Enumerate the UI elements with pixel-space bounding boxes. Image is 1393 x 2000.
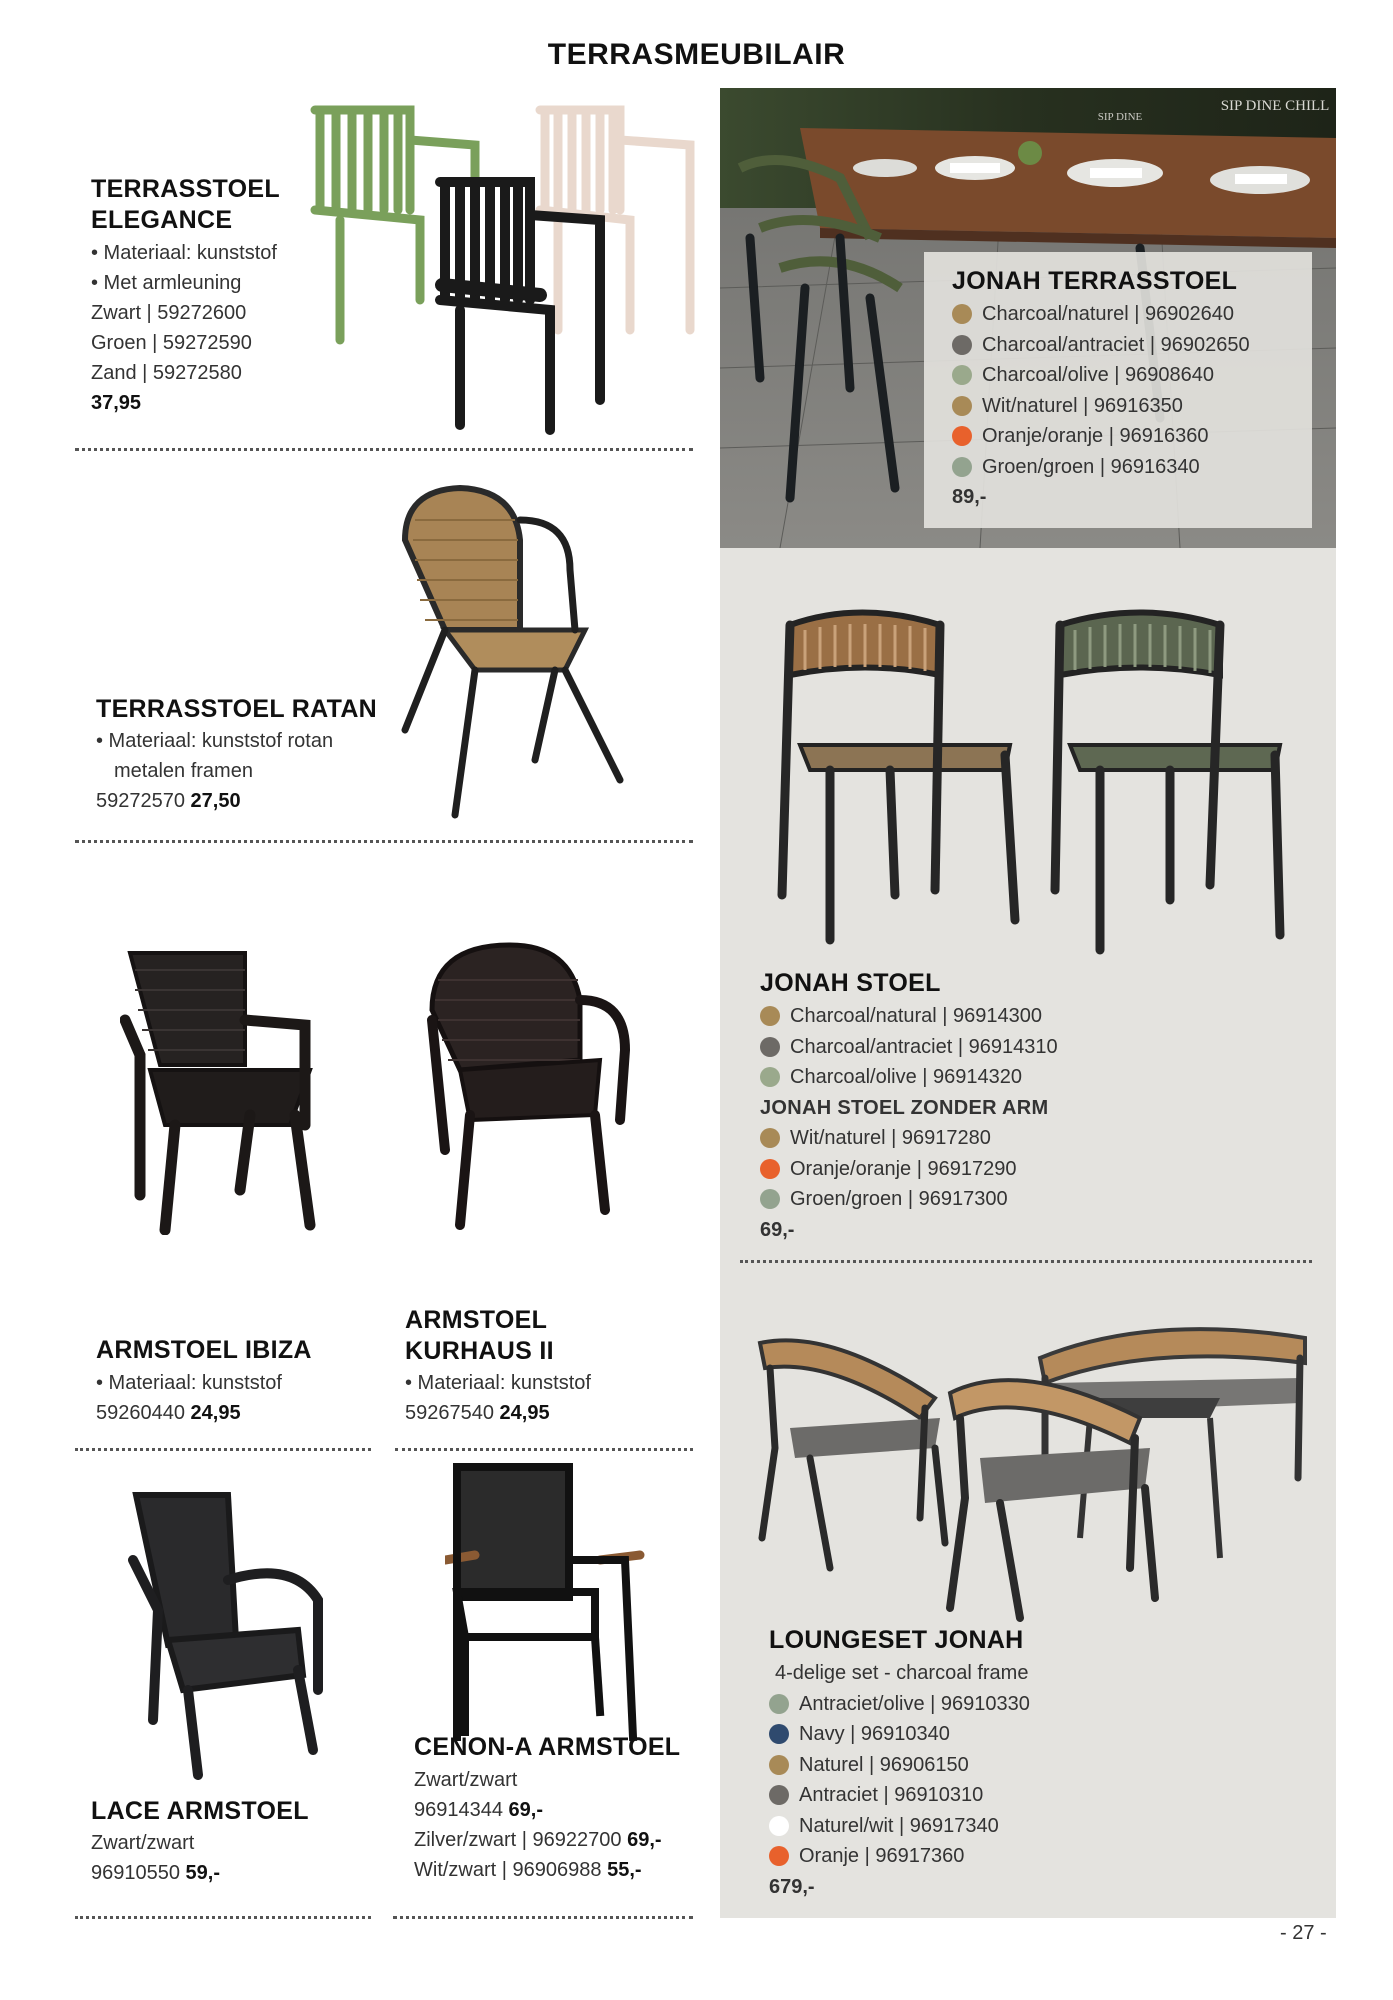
elegance-price: 37,95 bbox=[91, 392, 142, 414]
lace-price: 59,- bbox=[185, 1862, 221, 1884]
loungeset-price: 679,- bbox=[769, 1875, 815, 1898]
jonah-stoel-variant bbox=[760, 1184, 1058, 1215]
lace-code-price bbox=[91, 1858, 220, 1888]
jonah-stoel-variant bbox=[760, 1123, 1058, 1154]
kurhaus-code-price bbox=[405, 1398, 591, 1428]
variant-label: Groen/groen | 96916340 bbox=[982, 455, 1200, 478]
swatch-dot bbox=[952, 426, 972, 446]
variant-label: Antraciet/olive | 96910330 bbox=[799, 1692, 1030, 1715]
variant-label: Charcoal/antraciet | 96914310 bbox=[790, 1035, 1058, 1058]
kurhaus-bullet: • Materiaal: kunststof bbox=[405, 1372, 591, 1394]
jonah-stoel-variant bbox=[760, 1062, 1058, 1093]
loungeset-details bbox=[769, 1658, 1030, 1902]
jonah-stoel-variant bbox=[760, 1032, 1058, 1063]
kurhaus-price: 24,95 bbox=[499, 1402, 550, 1424]
ibiza-bullet: • Materiaal: kunststof bbox=[96, 1372, 282, 1394]
cenon-variant-3-price: 55,- bbox=[607, 1859, 642, 1881]
ibiza-code-price bbox=[96, 1398, 282, 1428]
swatch-dot bbox=[760, 1006, 780, 1026]
variant-label: Naturel/wit | 96917340 bbox=[799, 1814, 999, 1837]
cenon-color: Zwart/zwart bbox=[414, 1769, 518, 1791]
kurhaus-chair-image bbox=[420, 940, 640, 1235]
variant-label: Wit/naturel | 96916350 bbox=[982, 394, 1183, 417]
variant-label: Wit/naturel | 96917280 bbox=[790, 1127, 991, 1149]
swatch-dot bbox=[769, 1816, 789, 1836]
lace-color: Zwart/zwart bbox=[91, 1832, 195, 1854]
lace-chair-image bbox=[128, 1490, 338, 1780]
kurhaus-code: 59267540 bbox=[405, 1402, 494, 1424]
swatch-dot bbox=[769, 1785, 789, 1805]
ratan-chair-image bbox=[385, 480, 635, 830]
elegance-variant-3: Zand | 59272580 bbox=[91, 362, 242, 384]
cenon-variant-2-price: 69,- bbox=[627, 1829, 662, 1851]
swatch-dot bbox=[769, 1724, 789, 1744]
cenon-variant-3 bbox=[414, 1855, 662, 1885]
lace-code: 96910550 bbox=[91, 1862, 180, 1884]
cenon-variant-2 bbox=[414, 1825, 662, 1855]
kurhaus-title-line1: ARMSTOEL bbox=[405, 1306, 548, 1334]
jonah-stoel-image bbox=[770, 605, 1310, 965]
variant-label: Charcoal/antraciet | 96902650 bbox=[982, 333, 1250, 356]
divider-jonah-stoel bbox=[740, 1260, 1312, 1263]
ibiza-details bbox=[96, 1368, 282, 1428]
ratan-bullet-line1: • Materiaal: kunststof rotan bbox=[96, 730, 334, 752]
jonah-stoel-variant bbox=[760, 1001, 1058, 1032]
ratan-title: TERRASSTOEL RATAN bbox=[96, 695, 378, 723]
loungeset-subtitle: 4-delige set - charcoal frame bbox=[775, 1662, 1029, 1684]
elegance-title bbox=[91, 174, 280, 236]
variant-label: Charcoal/olive | 96908640 bbox=[982, 364, 1215, 386]
variant-label: Naturel | 96906150 bbox=[799, 1753, 969, 1776]
elegance-bullet-1: • Materiaal: kunststof bbox=[91, 242, 277, 264]
divider-ibiza bbox=[75, 1448, 371, 1451]
jonah-stoel-title: JONAH STOEL bbox=[760, 969, 941, 997]
page-title: TERRASMEUBILAIR bbox=[547, 38, 846, 71]
photo-sign-text-2: SIP DINE bbox=[1097, 111, 1143, 123]
jonah-terrace-variant bbox=[952, 360, 1250, 391]
cenon-details bbox=[414, 1765, 662, 1885]
cenon-code-price bbox=[414, 1795, 662, 1825]
elegance-title-line2: ELEGANCE bbox=[91, 206, 233, 234]
jonah-stoel-variants bbox=[760, 1001, 1058, 1245]
kurhaus-title bbox=[405, 1305, 554, 1367]
ibiza-chair-image bbox=[120, 945, 330, 1235]
divider-cenon bbox=[393, 1916, 693, 1919]
loungeset-image bbox=[750, 1318, 1310, 1628]
loungeset-variant bbox=[769, 1689, 1030, 1720]
ibiza-title: ARMSTOEL IBIZA bbox=[96, 1336, 312, 1364]
photo-sign-text: SIP DINE CHILL bbox=[1220, 98, 1330, 114]
ratan-details bbox=[96, 726, 333, 816]
jonah-terrace-price: 89,- bbox=[952, 486, 987, 508]
cenon-chair-image bbox=[445, 1462, 650, 1742]
swatch-dot bbox=[952, 396, 972, 416]
elegance-variant-1: Zwart | 59272600 bbox=[91, 302, 247, 324]
jonah-terrace-variants bbox=[952, 299, 1250, 513]
variant-label: Oranje/oranje | 96917290 bbox=[790, 1157, 1017, 1180]
variant-label: Charcoal/natural | 96914300 bbox=[790, 1005, 1043, 1027]
kurhaus-details bbox=[405, 1368, 591, 1428]
cenon-variant-2-text: Zilver/zwart | 96922700 bbox=[414, 1829, 622, 1851]
loungeset-variant bbox=[769, 1750, 1030, 1781]
variant-label: Antraciet | 96910310 bbox=[799, 1784, 984, 1806]
jonah-stoel-subtitle: JONAH STOEL ZONDER ARM bbox=[760, 1096, 1049, 1119]
variant-label: Charcoal/olive | 96914320 bbox=[790, 1066, 1023, 1088]
variant-label: Navy | 96910340 bbox=[799, 1723, 950, 1745]
jonah-terrace-variant bbox=[952, 330, 1250, 361]
swatch-dot bbox=[760, 1037, 780, 1057]
jonah-terrace-title: JONAH TERRASSTOEL bbox=[952, 267, 1238, 295]
ratan-code: 59272570 bbox=[96, 790, 185, 812]
elegance-title-line1: TERRASSTOEL bbox=[91, 175, 280, 203]
elegance-details bbox=[91, 238, 277, 418]
page-number: - 27 - bbox=[1280, 1922, 1327, 1944]
jonah-stoel-price: 69,- bbox=[760, 1218, 795, 1241]
ibiza-price: 24,95 bbox=[190, 1402, 241, 1424]
cenon-code: 96914344 bbox=[414, 1799, 503, 1821]
loungeset-variant bbox=[769, 1719, 1030, 1750]
swatch-dot bbox=[769, 1846, 789, 1866]
divider-elegance bbox=[75, 448, 693, 451]
swatch-dot bbox=[952, 365, 972, 385]
ratan-code-price bbox=[96, 786, 333, 816]
jonah-terrace-variant bbox=[952, 299, 1250, 330]
cenon-variant-3-text: Wit/zwart | 96906988 bbox=[414, 1859, 602, 1881]
jonah-terrace-variant bbox=[952, 452, 1250, 483]
elegance-bullet-2: • Met armleuning bbox=[91, 272, 242, 294]
ratan-price: 27,50 bbox=[190, 790, 241, 812]
lace-title: LACE ARMSTOEL bbox=[91, 1797, 309, 1825]
lace-details bbox=[91, 1828, 220, 1888]
elegance-variant-2: Groen | 59272590 bbox=[91, 332, 252, 354]
cenon-price: 69,- bbox=[508, 1799, 544, 1821]
variant-label: Oranje | 96917360 bbox=[799, 1845, 965, 1867]
loungeset-variant bbox=[769, 1811, 1030, 1842]
divider-kurhaus bbox=[395, 1448, 693, 1451]
loungeset-variant bbox=[769, 1841, 1030, 1872]
elegance-chairs-image bbox=[300, 100, 700, 440]
swatch-dot bbox=[952, 335, 972, 355]
swatch-dot bbox=[760, 1189, 780, 1209]
variant-label: Groen/groen | 96917300 bbox=[790, 1188, 1008, 1210]
variant-label: Charcoal/naturel | 96902640 bbox=[982, 303, 1235, 325]
loungeset-title: LOUNGESET JONAH bbox=[769, 1626, 1024, 1654]
swatch-dot bbox=[769, 1755, 789, 1775]
swatch-dot bbox=[952, 304, 972, 324]
kurhaus-title-line2: KURHAUS II bbox=[405, 1337, 554, 1365]
swatch-dot bbox=[760, 1128, 780, 1148]
swatch-dot bbox=[952, 457, 972, 477]
jonah-stoel-variant bbox=[760, 1154, 1058, 1185]
divider-ratan bbox=[75, 840, 693, 843]
variant-label: Oranje/oranje | 96916360 bbox=[982, 425, 1209, 447]
swatch-dot bbox=[760, 1067, 780, 1087]
divider-lace bbox=[75, 1916, 371, 1919]
cenon-title: CENON-A ARMSTOEL bbox=[414, 1733, 681, 1761]
ratan-bullet-line2: metalen framen bbox=[114, 760, 253, 782]
ibiza-code: 59260440 bbox=[96, 1402, 185, 1424]
loungeset-variant bbox=[769, 1780, 1030, 1811]
jonah-terrace-variant bbox=[952, 421, 1250, 452]
swatch-dot bbox=[760, 1159, 780, 1179]
swatch-dot bbox=[769, 1694, 789, 1714]
jonah-terrace-variant bbox=[952, 391, 1250, 422]
